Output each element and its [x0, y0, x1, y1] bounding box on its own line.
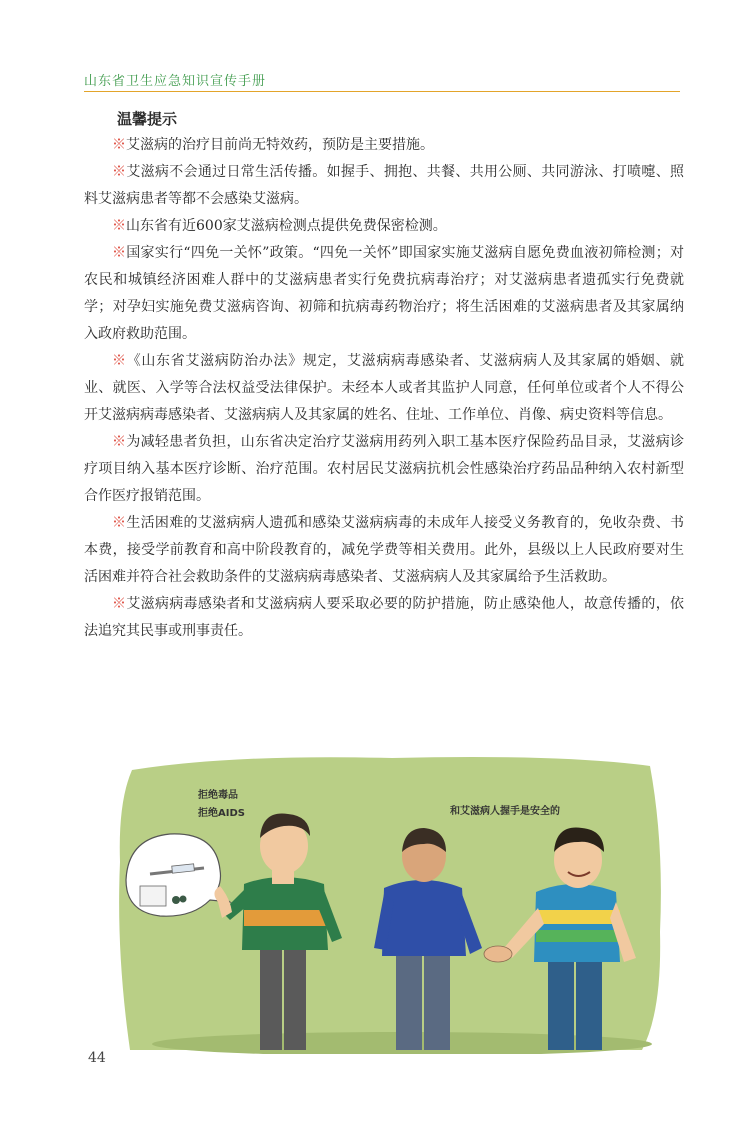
reference-mark-icon: ※ [112, 434, 127, 450]
tip-text: 艾滋病不会通过日常生活传播。如握手、拥抱、共餐、共用公厕、共同游泳、打喷嚏、照料艾滋病患者等都不会感染艾滋病。 [84, 164, 685, 207]
handshake-icon [484, 946, 512, 962]
label-refuse-drugs: 拒绝毒品 [198, 790, 238, 801]
tip-text: 山东省有近600家艾滋病检测点提供免费保密检测。 [126, 218, 447, 234]
tip-text: 艾滋病的治疗目前尚无特效药，预防是主要措施。 [126, 137, 434, 153]
tips-body [84, 132, 684, 645]
page-number: 44 [88, 1050, 106, 1066]
pills-icon [172, 896, 180, 904]
reference-mark-icon: ※ [112, 515, 127, 531]
label-refuse-aids: 拒绝AIDS [198, 808, 245, 819]
label-handshake-safe: 和艾滋病人握手是安全的 [450, 806, 560, 817]
reference-mark-icon: ※ [112, 596, 127, 612]
tip-text: 《山东省艾滋病防治办法》规定，艾滋病病毒感染者、艾滋病病人及其家属的婚姻、就业、就医、入学等合法权益受法律保护。未经本人或者其监护人同意，任何单位或者个人不得公开艾滋病病毒感染者、艾滋病病人及其家属的姓名、住址、工作单位、肖像、病史资料等信息。 [84, 353, 685, 423]
reference-mark-icon: ※ [112, 164, 127, 180]
reference-mark-icon: ※ [112, 245, 127, 261]
tip-text: 艾滋病病毒感染者和艾滋病病人要采取必要的防护措施，防止感染他人，故意传播的，依法追究其民事或刑事责任。 [84, 596, 685, 639]
tip-paragraph [84, 132, 684, 159]
cartoon-illustration [112, 752, 664, 1054]
tip-text: 为减轻患者负担，山东省决定治疗艾滋病用药列入职工基本医疗保险药品目录，艾滋病诊疗项目纳入基本医疗诊断、治疗范围。农村居民艾滋病抗机会性感染治疗药品品种纳入农村新型合作医疗报销范围。 [84, 434, 685, 504]
tip-paragraph [84, 510, 684, 591]
tip-text: 国家实行“四免一关怀”政策。“四免一关怀”即国家实施艾滋病自愿免费血液初筛检测；对农民和城镇经济困难人群中的艾滋病患者实行免费抗病毒治疗；对艾滋病患者遗孤实行免费就学；对孕妇实施免费艾滋病咨询、初筛和抗病毒药物治疗；将生活困难的艾滋病患者及其家属纳入政府救助范围。 [84, 245, 684, 342]
reference-mark-icon: ※ [112, 353, 127, 369]
tip-paragraph [84, 348, 684, 429]
pills-icon [180, 896, 187, 903]
reference-mark-icon: ※ [112, 137, 126, 153]
pill-bag-icon [140, 886, 166, 906]
running-header: 山东省卫生应急知识宣传手册 [84, 74, 267, 89]
tip-paragraph [84, 429, 684, 510]
reference-mark-icon: ※ [112, 218, 126, 234]
tip-text: 生活困难的艾滋病病人遗孤和感染艾滋病病毒的未成年人接受义务教育的，免收杂费、书本费，接受学前教育和高中阶段教育的，减免学费等相关费用。此外，县级以上人民政府要对生活困难并符合社会救助条件的艾滋病病毒感染者、艾滋病病人及其家属给予生活救助。 [84, 515, 685, 585]
tip-paragraph [84, 591, 684, 645]
tips-title: 温馨提示 [117, 110, 178, 128]
tip-paragraph [84, 213, 684, 240]
header-divider [84, 91, 680, 92]
tip-paragraph [84, 240, 684, 348]
tip-paragraph [84, 159, 684, 213]
